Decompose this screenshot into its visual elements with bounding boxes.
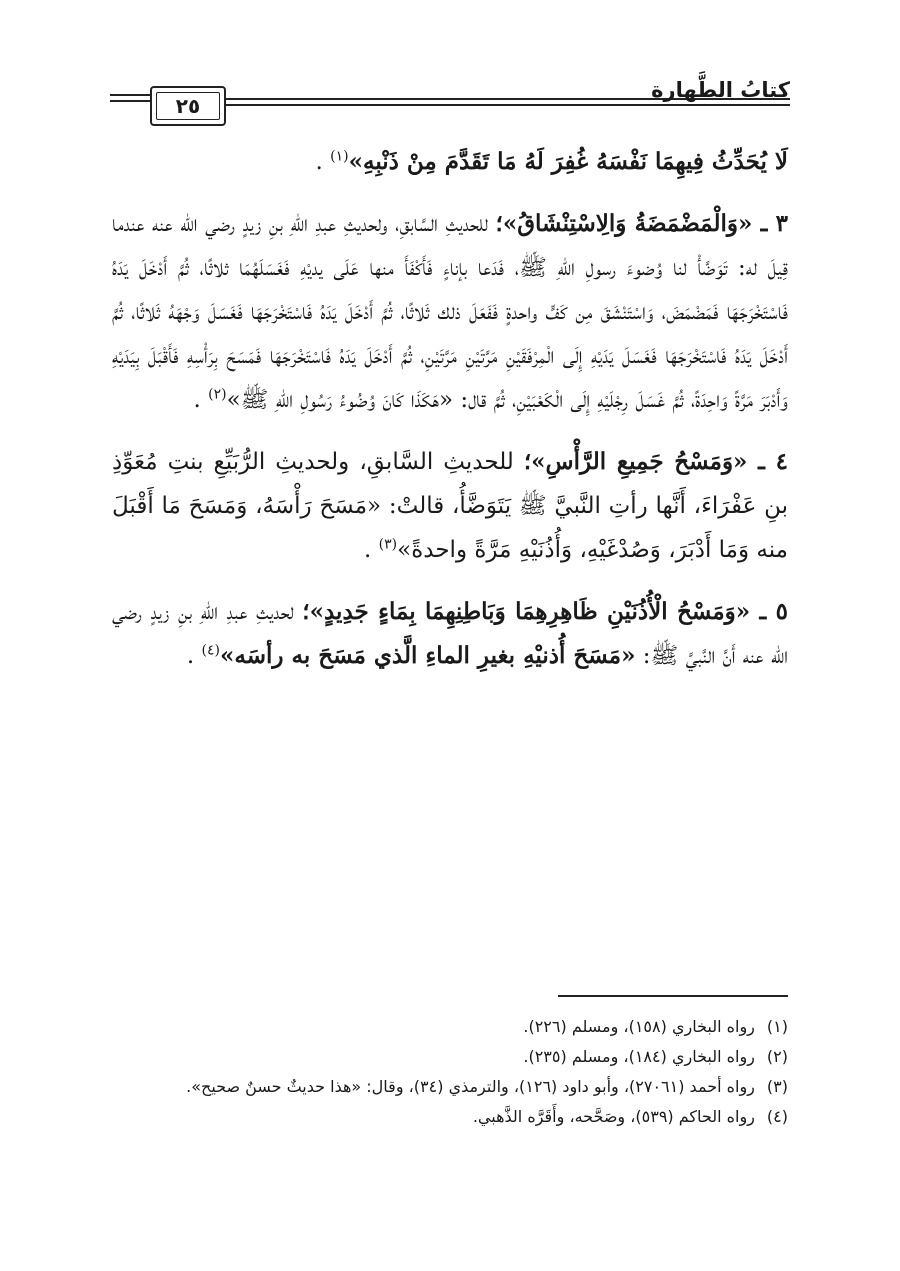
paragraph-5-text: لحديثِ عبدِ اللهِ بنِ زيدٍ رضي الله عنه أَنَّ النَّبيَّ ﷺ: bbox=[112, 599, 788, 669]
paragraph-5-quote: «مَسَحَ أُذنيْهِ بغيرِ الماءِ الَّذي مَسَحَ به رأسَه» bbox=[220, 642, 636, 669]
paragraph-3-text: للحديثِ السَّابقِ، ولحديثِ عبدِ اللهِ بنِ زيدٍ رضي الله عنه عندما قِيلَ له: تَوَضَّأْ لنا وُضوءَ رسولِ اللهِ ﷺ، فَدَعا بإناءٍ فَأَكْفَأَ منها عَلَى يديْهِ فَغَسَلَهُمَا ثلاثًا، ثُمَّ أَدْخَلَ يَدَهُ فَاسْتَخْرَجَهَا فَمَضْمَضَ، وَاسْتَنْشَقَ مِن كَفٍّ واحدةٍ فَفَعَلَ ذلك ثَلاثًا، ثُمَّ أَدْخَلَ يَدَهُ فَاسْتَخْرَجَهَا فَغَسَلَ وَجْهَهُ ثَلاثًا، ثُمَّ أَدْخَلَ يَدَهُ فَاسْتَخْرَجَهَا فَغَسَلَ يَدَيْهِ إِلَى الْمِرْفَقَيْنِ مَرَّتَيْنِ مَرَّتَيْنِ، ثُمَّ أَدْخَلَ يَدَهُ فَاسْتَخْرَجَهَا فَمَسَحَ بِرَأْسِهِ فَأَقْبَلَ بِيَدَيْهِ وَأَدْبَرَ مَرَّةً وَاحِدَةً، ثُمَّ غَسَلَ رِجْلَيْهِ إِلَى الْكَعْبَيْنِ، ثُمَّ قال: «هَكَذَا كَانَ وُضُوءُ رَسُولِ اللهِ ﷺ» bbox=[112, 211, 788, 413]
paragraph-4: ٤ ـ «وَمَسْحُ جَمِيعِ الرَّأْسِ»؛ للحديثِ السَّابقِ، ولحديثِ الرُّبَيِّعِ بنتِ مُعَوِّذِ بنِ عَفْرَاءَ، أَنَّها رأتِ النَّبيَّ ﷺ يَتَوَضَّأُ، قالتْ: «مَسَحَ رَأْسَهُ، وَمَسَحَ مَا أَقْبَلَ منه وَمَا أَدْبَرَ، وَصُدْغَيْهِ، وَأُذُنَيْهِ مَرَّةً واحدةً»$^{(٣)}$ . bbox=[112, 448, 789, 563]
paragraph-4-heading: ٤ ـ «وَمَسْحُ جَمِيعِ الرَّأْسِ»؛ bbox=[523, 448, 789, 475]
paragraph-3-heading: ٣ ـ «وَالْمَضْمَضَةُ وَالِاسْتِنْشَاقُ»؛ bbox=[495, 210, 789, 237]
paragraph-continuation: لَا يُحَدِّثُ فِيهِمَا نَفْسَهُ غُفِرَ لَهُ مَا تَقَدَّمَ مِنْ ذَنْبِهِ»$^{(١)}$ . bbox=[315, 148, 788, 175]
page-number-box bbox=[150, 86, 226, 126]
book-title: كتابُ الطَّهارة bbox=[651, 78, 790, 102]
header-rule-left bbox=[110, 94, 150, 96]
footnotes bbox=[112, 1012, 788, 1132]
paragraph-4-text: للحديثِ السَّابقِ، ولحديثِ الرُّبَيِّعِ بنتِ مُعَوِّذِ بنِ عَفْرَاءَ، أَنَّها رأتِ النَّبيَّ ﷺ يَتَوَضَّأُ، قالتْ: «مَسَحَ رَأْسَهُ، وَمَسَحَ مَا أَقْبَلَ منه وَمَا أَدْبَرَ، وَصُدْغَيْهِ، وَأُذُنَيْهِ مَرَّةً واحدةً» bbox=[112, 449, 788, 563]
paragraph-3: ٣ ـ «وَالْمَضْمَضَةُ وَالِاسْتِنْشَاقُ»؛ للحديثِ السَّابقِ، ولحديثِ عبدِ اللهِ بنِ زيدٍ رضي الله عنه عندما قِيلَ له: تَوَضَّأْ لنا وُضوءَ رسولِ اللهِ ﷺ، فَدَعا بإناءٍ فَأَكْفَأَ منها عَلَى يديْهِ فَغَسَلَهُمَا ثلاثًا، ثُمَّ أَدْخَلَ يَدَهُ فَاسْتَخْرَجَهَا فَمَضْمَضَ، وَاسْتَنْشَقَ مِن كَفٍّ واحدةٍ فَفَعَلَ ذلك ثَلاثًا، ثُمَّ أَدْخَلَ يَدَهُ فَاسْتَخْرَجَهَا فَغَسَلَ وَجْهَهُ ثَلاثًا، ثُمَّ أَدْخَلَ يَدَهُ فَاسْتَخْرَجَهَا فَغَسَلَ يَدَيْهِ إِلَى الْمِرْفَقَيْنِ مَرَّتَيْنِ مَرَّتَيْنِ، ثُمَّ أَدْخَلَ يَدَهُ فَاسْتَخْرَجَهَا فَمَسَحَ بِرَأْسِهِ فَأَقْبَلَ بِيَدَيْهِ وَأَدْبَرَ مَرَّةً وَاحِدَةً، ثُمَّ غَسَلَ رِجْلَيْهِ إِلَى الْكَعْبَيْنِ، ثُمَّ قال: «هَكَذَا كَانَ وُضُوءُ رَسُولِ اللهِ ﷺ»$^{(٢)}$ . bbox=[112, 210, 789, 413]
header-rule-right-2 bbox=[226, 104, 790, 106]
footnote-2: (٢) رواه البخاري (١٨٤)، ومسلم (٢٣٥). bbox=[523, 1047, 788, 1066]
hadith-continuation: لَا يُحَدِّثُ فِيهِمَا نَفْسَهُ غُفِرَ لَهُ مَا تَقَدَّمَ مِنْ ذَنْبِهِ» bbox=[348, 148, 788, 175]
page-header bbox=[110, 72, 790, 122]
header-rule-left-2 bbox=[110, 100, 150, 102]
page-number: ٢٥ bbox=[175, 94, 201, 118]
footnote-ref-4: (٤) bbox=[201, 642, 221, 659]
footnote-4: (٤) رواه الحاكم (٥٣٩)، وصَحَّحه، وأَقَرَّه الذَّهبي. bbox=[472, 1107, 788, 1126]
footnote-ref-1: (١) bbox=[330, 148, 349, 165]
footnote-ref-2: (٢) bbox=[208, 386, 227, 403]
footnote-3: (٣) رواه أحمد (٢٧٠٦١)، وأبو داود (١٢٦)، والترمذي (٣٤)، وقال: «هذا حديثٌ حسنٌ صحيح». bbox=[186, 1077, 788, 1096]
footnote-1: (١) رواه البخاري (١٥٨)، ومسلم (٢٢٦). bbox=[523, 1017, 788, 1036]
footnote-ref-3: (٣) bbox=[378, 536, 398, 553]
paragraph-5: ٥ ـ «وَمَسْحُ الْأُذُنَيْنِ ظَاهِرِهِمَا وَبَاطِنِهِمَا بِمَاءٍ جَدِيدٍ»؛ لحديثِ عبدِ اللهِ بنِ زيدٍ رضي الله عنه أَنَّ النَّبيَّ ﷺ: «مَسَحَ أُذنيْهِ بغيرِ الماءِ الَّذي مَسَحَ به رأسَه»$^{(٤)}$ . bbox=[112, 598, 789, 669]
main-text bbox=[112, 140, 788, 696]
paragraph-5-heading: ٥ ـ «وَمَسْحُ الْأُذُنَيْنِ ظَاهِرِهِمَا وَبَاطِنِهِمَا بِمَاءٍ جَدِيدٍ»؛ bbox=[302, 598, 789, 625]
footnote-separator bbox=[558, 995, 788, 997]
